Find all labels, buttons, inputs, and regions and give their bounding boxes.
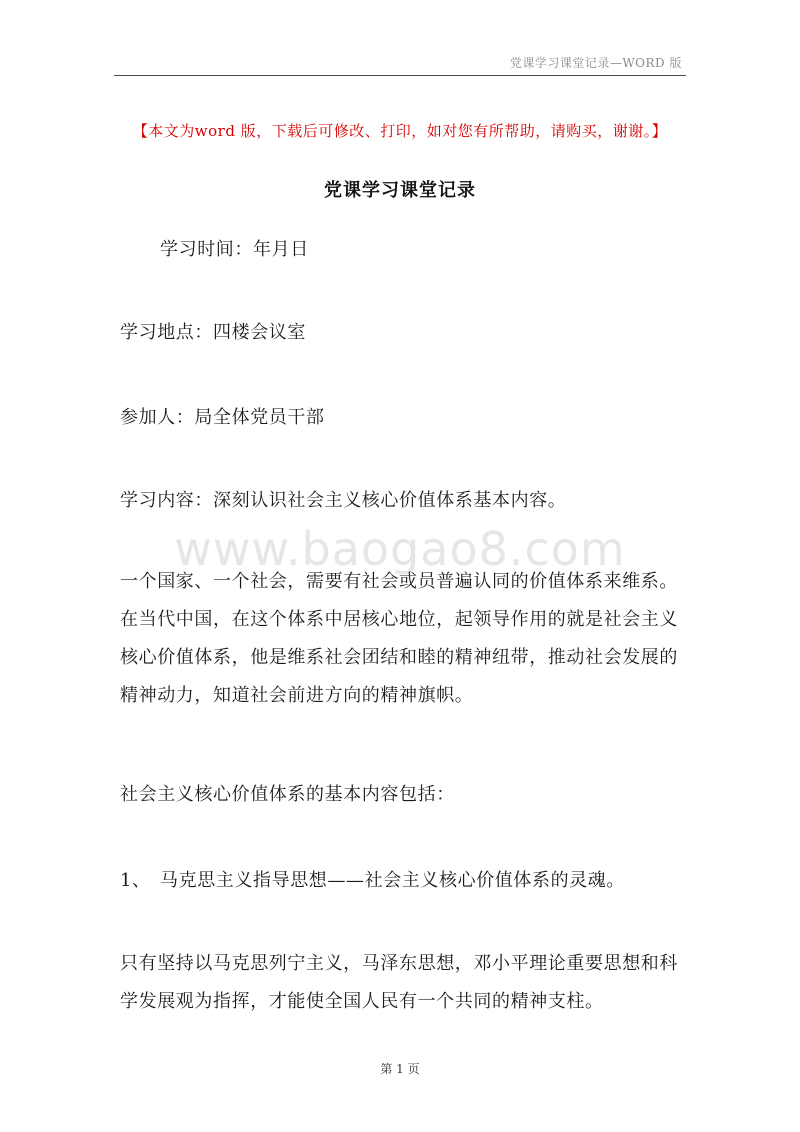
field-study-time: 学习时间：年月日 <box>160 239 309 260</box>
running-header: 党课学习课堂记录—WORD 版 <box>509 56 682 70</box>
list-item <box>120 862 690 900</box>
header-divider <box>114 75 686 76</box>
paragraph-line: 核心价值体系，他是维系社会团结和睦的精神纽带，推动社会发展的 <box>120 647 678 668</box>
paragraph-line: 一个国家、一个社会，需要有社会或员普遍认同的价值体系来维系。 <box>120 571 678 592</box>
field-participants: 参加人：局全体党员干部 <box>120 407 325 428</box>
download-notice: 【本文为word 版，下载后可修改、打印，如对您有所帮助，请购买，谢谢。】 <box>132 122 668 140</box>
list-item-text: 马克思主义指导思想——社会主义核心价值体系的灵魂。 <box>160 870 625 891</box>
document-title: 党课学习课堂记录 <box>324 180 476 201</box>
list-item-number: 1、 <box>120 870 151 891</box>
paragraph-line: 学发展观为指挥，才能使全国人民有一个共同的精神支柱。 <box>120 991 604 1012</box>
watermark: www.baogao8.com <box>174 522 626 576</box>
paragraph-line: 精神动力，知道社会前进方向的精神旗帜。 <box>120 685 474 706</box>
paragraph-intro <box>120 563 690 715</box>
paragraph-line: 在当代中国，在这个体系中居核心地位，起领导作用的就是社会主义 <box>120 609 678 630</box>
paragraph-guidance <box>120 945 690 1021</box>
field-study-place: 学习地点：四楼会议室 <box>120 322 306 343</box>
paragraph-contents-intro: 社会主义核心价值体系的基本内容包括： <box>120 784 455 805</box>
field-study-content: 学习内容：深刻认识社会主义核心价值体系基本内容。 <box>120 490 567 511</box>
paragraph-line: 只有坚持以马克思列宁主义，马泽东思想，邓小平理论重要思想和科 <box>120 953 678 974</box>
page-number: 第 1 页 <box>380 1062 420 1076</box>
